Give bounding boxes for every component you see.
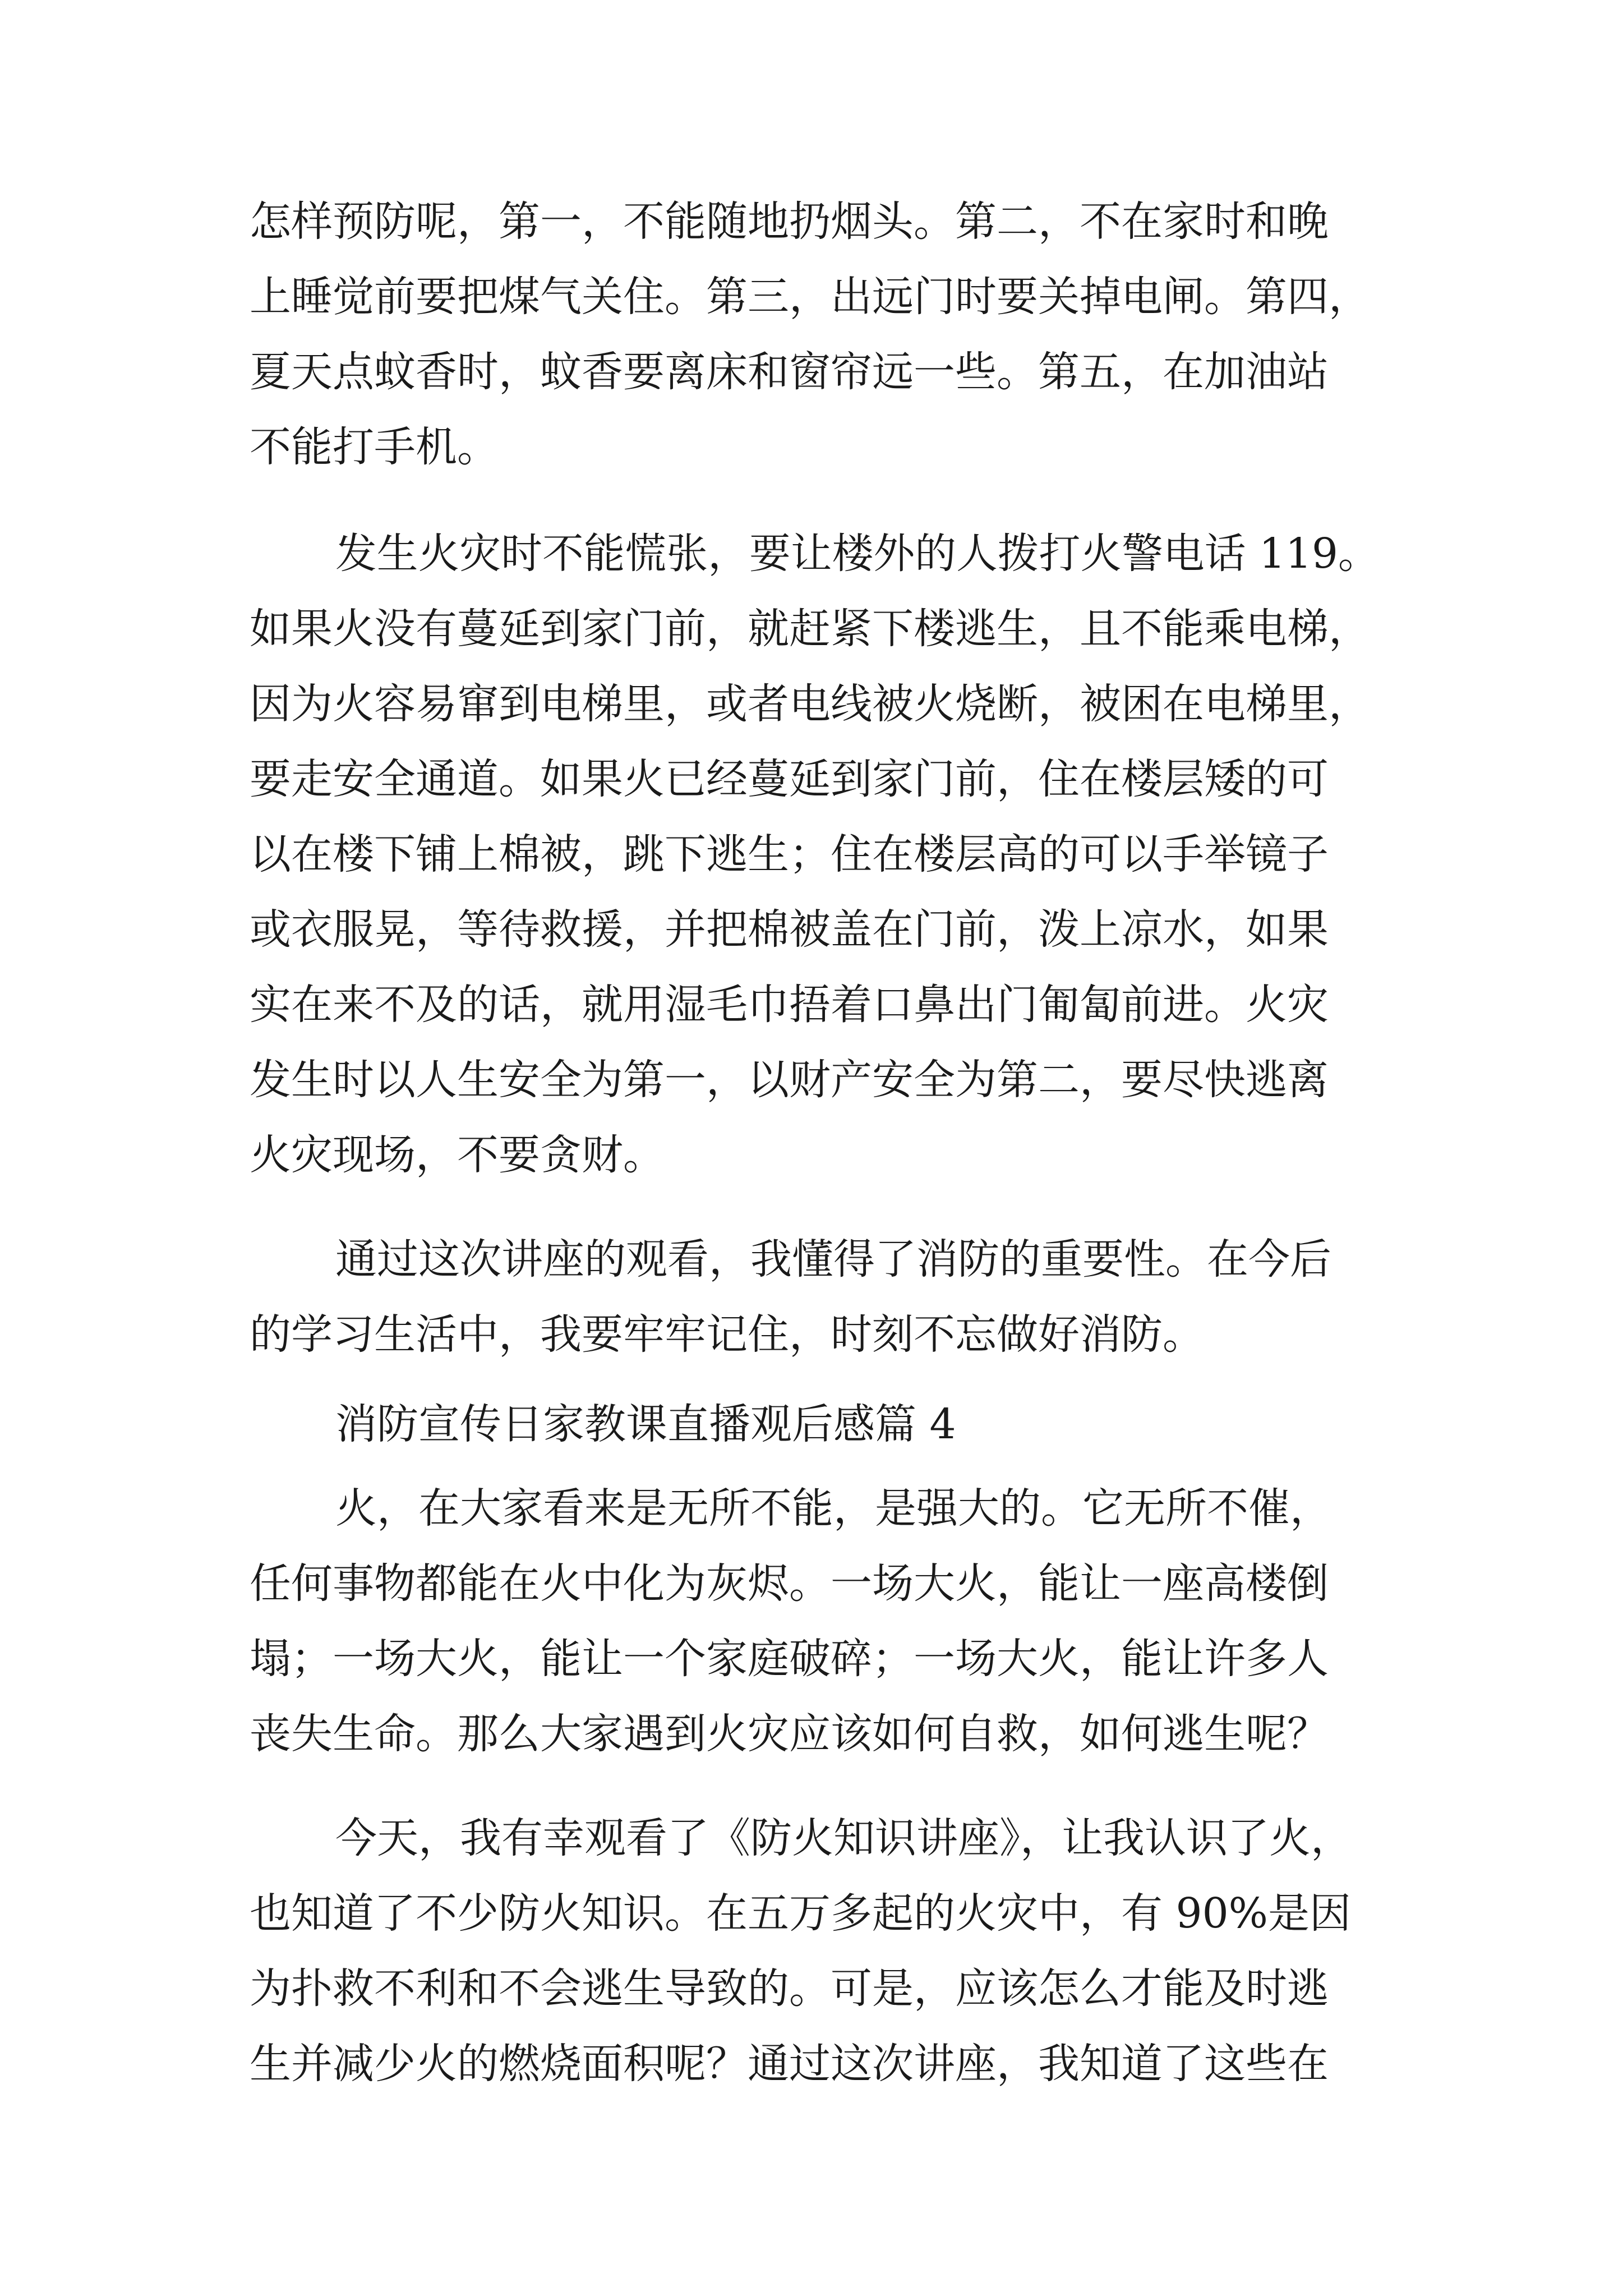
text-line: [0, 335, 1623, 408]
line-text: 以在楼下铺上棉被，跳下逃生；住在楼层高的可以手举镜子: [250, 830, 1329, 878]
text-line: [0, 743, 1623, 816]
line-text: 不能打手机。: [250, 423, 499, 471]
text-line: [0, 1388, 1623, 1461]
line-text: 上睡觉前要把煤气关住。第三，出远门时要关掉电闸。第四，: [250, 273, 1370, 321]
line-text: 生并减少火的燃烧面积呢？通过这次讲座，我知道了这些在: [250, 2040, 1329, 2088]
text-line: [0, 411, 1623, 484]
line-text: 的学习生活中，我要牢牢记住，时刻不忘做好消防。: [250, 1310, 1204, 1359]
text-line: [0, 517, 1623, 590]
text-line: [0, 893, 1623, 966]
line-text: 为扑救不利和不会逃生导致的。可是，应该怎么才能及时逃: [250, 1964, 1329, 2013]
line-text: 消防宣传日家教课直播观后感篇 4: [335, 1400, 956, 1448]
line-text: 如果火没有蔓延到家门前，就赶紧下楼逃生，且不能乘电梯，: [250, 605, 1370, 653]
line-text: 发生火灾时不能慌张，要让楼外的人拨打火警电话 119。: [335, 530, 1380, 578]
line-text: 火灾现场，不要贪财。: [250, 1131, 665, 1179]
text-line: [0, 1622, 1623, 1695]
text-line: [0, 668, 1623, 740]
line-text: 今天，我有幸观看了《防火知识讲座》，让我认识了火，: [335, 1814, 1352, 1862]
line-text: 任何事物都能在火中化为灰烬。一场大火，能让一座高楼倒: [250, 1559, 1329, 1608]
line-text: 塌；一场大火，能让一个家庭破碎；一场大火，能让许多人: [250, 1635, 1329, 1683]
text-line: [0, 968, 1623, 1041]
line-text: 丧失生命。那么大家遇到火灾应该如何自救，如何逃生呢？: [250, 1710, 1329, 1758]
text-line: [0, 1043, 1623, 1116]
text-line: [0, 1298, 1623, 1371]
text-line: [0, 1223, 1623, 1296]
text-line: [0, 592, 1623, 665]
line-text: 夏天点蚊香时，蚊香要离床和窗帘远一些。第五，在加油站: [250, 348, 1329, 396]
text-line: [0, 2027, 1623, 2100]
text-line: [0, 1119, 1623, 1191]
line-text: 通过这次讲座的观看，我懂得了消防的重要性。在今后: [335, 1235, 1331, 1283]
text-line: [0, 1952, 1623, 2025]
line-text: 也知道了不少防火知识。在五万多起的火灾中，有 90%是因: [250, 1889, 1351, 1938]
line-text: 怎样预防呢，第一，不能随地扔烟头。第二，不在家时和晚: [250, 197, 1329, 246]
text-line: [0, 1547, 1623, 1620]
line-text: 因为火容易窜到电梯里，或者电线被火烧断，被困在电梯里，: [250, 680, 1370, 728]
text-line: [0, 185, 1623, 258]
text-line: [0, 818, 1623, 891]
line-text: 或衣服晃，等待救援，并把棉被盖在门前，泼上凉水，如果: [250, 905, 1329, 954]
line-text: 要走安全通道。如果火已经蔓延到家门前，住在楼层矮的可: [250, 755, 1329, 803]
line-text: 实在来不及的话，就用湿毛巾捂着口鼻出门匍匐前进。火灾: [250, 981, 1329, 1029]
text-line: [0, 1697, 1623, 1770]
text-line: [0, 260, 1623, 333]
text-line: [0, 1472, 1623, 1545]
text-line: [0, 1877, 1623, 1950]
line-text: 发生时以人生安全为第一，以财产安全为第二，要尽快逃离: [250, 1056, 1329, 1104]
text-line: [0, 1802, 1623, 1875]
line-text: 火，在大家看来是无所不能，是强大的。它无所不催，: [335, 1484, 1331, 1533]
